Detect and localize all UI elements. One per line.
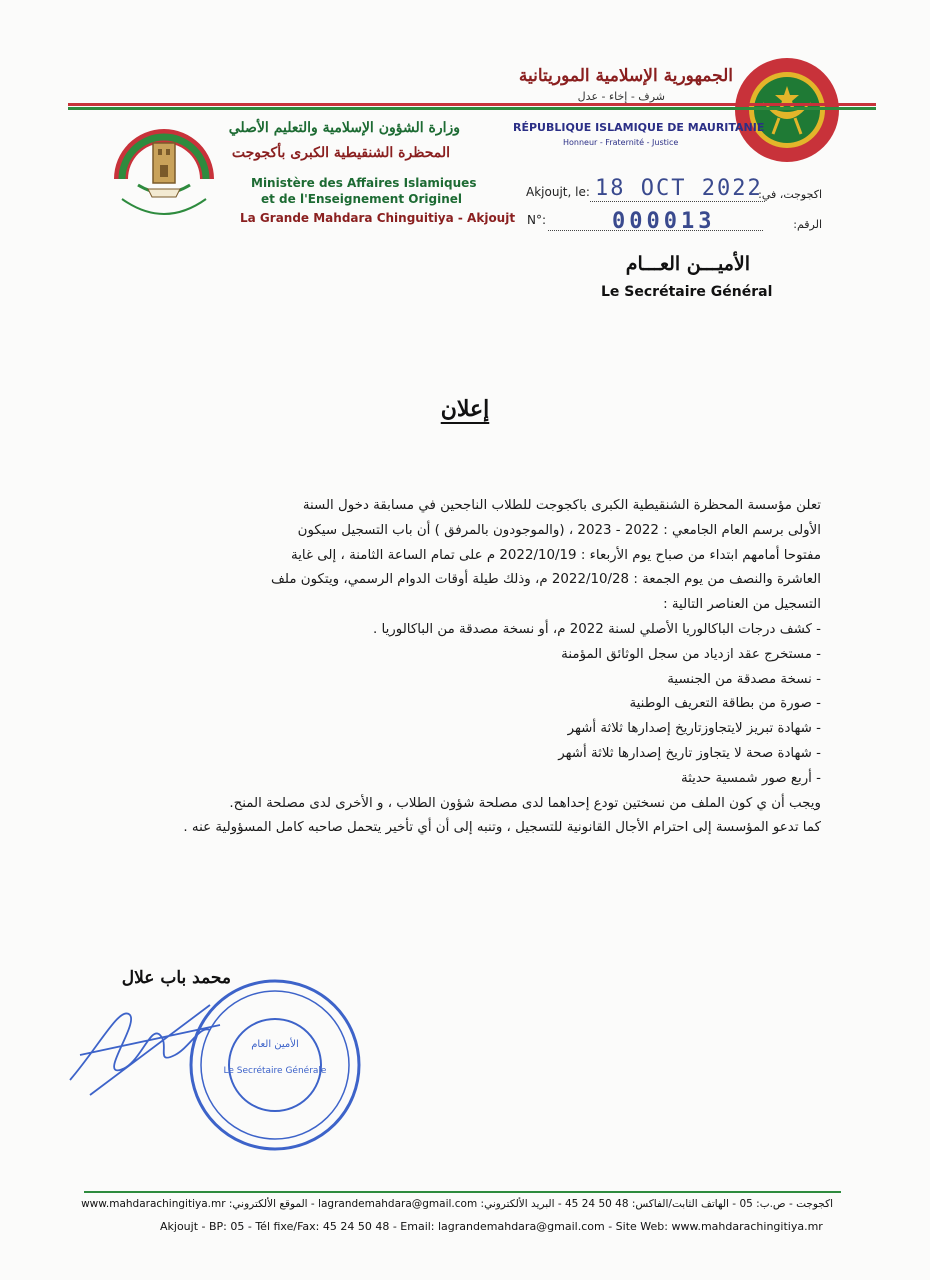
announcement-body <box>97 494 821 841</box>
secretary-general-fr: Le Secrétaire Général <box>601 284 773 300</box>
republic-name-ar: الجمهورية الإسلامية الموريتانية <box>518 66 733 86</box>
body-paragraph-deadlines: كما تدعو المؤسسة إلى احترام الأجال القانونية للتسجيل ، وتنبه إلى أن أي تأخير يتحمل صاحبه كامل المسؤولية عنه . <box>183 820 821 836</box>
header-divider-green <box>68 107 876 110</box>
signatory-name: محمد باب علال <box>121 968 231 988</box>
republic-name-fr: RÉPUBLIQUE ISLAMIQUE DE MAURITANIE <box>513 121 765 134</box>
footer-divider <box>84 1191 841 1193</box>
list-item: - مستخرج عقد ازدياد من سجل الوثائق المؤمنة <box>561 646 821 662</box>
body-line: الأولى برسم العام الجامعي : 2022 - 2023 ، (والموجودون بالمرفق ) أن باب التسجيل سيكون <box>297 522 821 538</box>
date-label-fr: Akjoujt, le: <box>526 185 590 199</box>
footer-contact-ar: اكجوجت - ص.ب: 05 - الهاتف الثابت/الفاكس: 48 50 24 45 - البريد الألكتروني: lagrandemahdara@gmail.com - الموقع الألكتروني: www.mahdarachingitiya.mr <box>81 1198 833 1210</box>
secretary-general-ar: الأميـــن العـــام <box>625 253 750 275</box>
date-label-ar: اكجوجت، في: <box>758 188 822 201</box>
footer-contact-fr: Akjoujt - BP: 05 - Tél fixe/Fax: 45 24 50 48 - Email: lagrandemahdara@gmail.com - Site Web: www.mahdarachingitiya.mr <box>160 1220 823 1233</box>
national-emblem-icon <box>733 56 841 164</box>
body-line: العاشرة والنصف من يوم الجمعة : 2022/10/28 م، وذلك طيلة أوقات الدوام الرسمي، ويتكون ملف <box>271 572 821 588</box>
stamp-center-fr: Le Secrétaire Générale <box>223 1066 327 1076</box>
header-divider-red <box>68 103 876 106</box>
announcement-title-text: إعلان <box>440 396 490 422</box>
stamp-center-ar: الأمين العام <box>251 1039 299 1050</box>
body-line: تعلن مؤسسة المحظرة الشنقيطية الكبرى باكجوجت للطلاب الناجحين في مسابقة دخول السنة <box>302 498 821 513</box>
ministry-name-ar: وزارة الشؤون الإسلامية والتعليم الأصلي <box>228 120 460 136</box>
list-item: - شهادة تبريز لايتجاوزتاريخ إصدارها ثلاثة أشهر <box>567 721 821 737</box>
ministry-name-fr-line1: Ministère des Affaires Islamiques <box>251 176 477 190</box>
list-item: - أربع صور شمسية حديثة <box>680 770 821 786</box>
body-line: التسجيل من العناصر التالية : <box>663 597 821 613</box>
body-paragraph-copies: ويجب أن ي كون الملف من نسختين تودع إحداهما لدى مصلحة شؤون الطلاب ، و الأخرى لدى مصلحة المنح. <box>229 795 821 811</box>
republic-motto-fr: Honneur - Fraternité - Justice <box>563 138 679 147</box>
official-stamp-icon <box>185 975 365 1155</box>
list-item: - نسخة مصدقة من الجنسية <box>667 671 821 687</box>
list-item: - صورة من بطاقة التعريف الوطنية <box>629 696 821 712</box>
ministry-name-fr-line2: et de l'Enseignement Originel <box>261 192 462 206</box>
date-stamp-value: 18 OCT 2022 <box>595 176 763 201</box>
mahdara-name-fr: La Grande Mahdara Chinguitiya - Akjoujt <box>240 211 516 225</box>
reference-number-value: 000013 <box>612 209 716 234</box>
number-label-fr: N°: <box>527 213 547 227</box>
announcement-title <box>0 396 930 422</box>
date-dotted-line <box>590 201 765 202</box>
body-line: مفتوحا أمامهم ابتداء من صباح يوم الأربعاء : 2022/10/19 م على تمام الساعة الثامنة ، إلى غاية <box>291 547 821 563</box>
republic-motto-ar: شرف - إخاء - عدل <box>577 90 665 103</box>
mahdara-name-ar: المحظرة الشنقيطية الكبرى بأكجوجت <box>231 145 450 161</box>
number-label-ar: الرقم: <box>793 218 822 231</box>
list-item: - كشف درجات الباكالوريا الأصلي لسنة 2022 م، أو نسخة مصدقة من الباكالوريا . <box>372 621 821 637</box>
list-item: - شهادة صحة لا يتجاوز تاريخ إصدارها ثلاثة أشهر <box>558 745 821 761</box>
mahdara-logo-icon <box>108 117 220 229</box>
